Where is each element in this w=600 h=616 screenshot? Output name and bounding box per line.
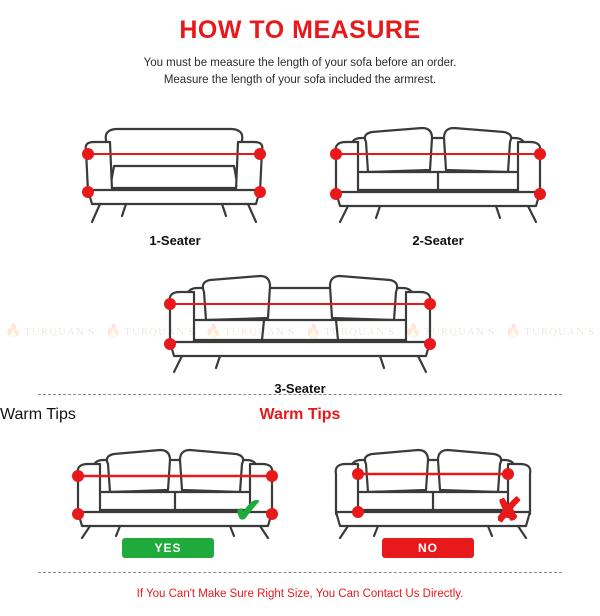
diagram-three-seater xyxy=(150,256,450,396)
flame-icon: 🔥 xyxy=(504,323,523,338)
divider-top xyxy=(38,394,562,395)
check-icon: ✔ xyxy=(234,492,263,530)
flame-icon: 🔥 xyxy=(4,323,23,338)
caption-three-seater: 3-Seater xyxy=(274,381,326,396)
footer-note: If You Can't Make Sure Right Size, You Can Contact Us Directly. xyxy=(136,588,464,600)
how-to-measure-infographic xyxy=(0,16,600,616)
two-seater-illustration xyxy=(318,108,558,226)
watermark-item: TURQUAN'S xyxy=(405,323,495,339)
no-badge: NO xyxy=(382,538,474,558)
caption-one-seater: 1-Seater xyxy=(149,233,201,248)
watermark-item: 🔥 TURQUAN'S xyxy=(104,323,196,338)
divider-bottom xyxy=(38,572,562,573)
yes-badge: YES xyxy=(122,538,214,558)
subtitle-line-1: You must be measure the length of your sofa before an order. xyxy=(143,57,457,69)
subtitle-line-2: Measure the length of your sofa included the armrest. xyxy=(163,74,437,86)
warm-tips-heading: Warm Tips xyxy=(0,406,76,423)
caption-two-seater: 2-Seater xyxy=(412,233,464,248)
flame-icon: 🔥 xyxy=(104,323,123,338)
warm-tips-title: Warm Tips xyxy=(259,406,341,423)
one-seater-illustration xyxy=(60,114,290,226)
diagram-two-seater xyxy=(318,108,558,248)
watermark-item: 🔥 TURQUAN'S xyxy=(4,323,96,338)
page-title: HOW TO MEASURE xyxy=(179,16,421,44)
diagram-one-seater xyxy=(60,114,290,248)
watermark-item: 🔥 TURQUAN'S xyxy=(504,323,596,338)
cross-icon: ✘ xyxy=(494,492,523,530)
three-seater-illustration xyxy=(150,256,450,374)
